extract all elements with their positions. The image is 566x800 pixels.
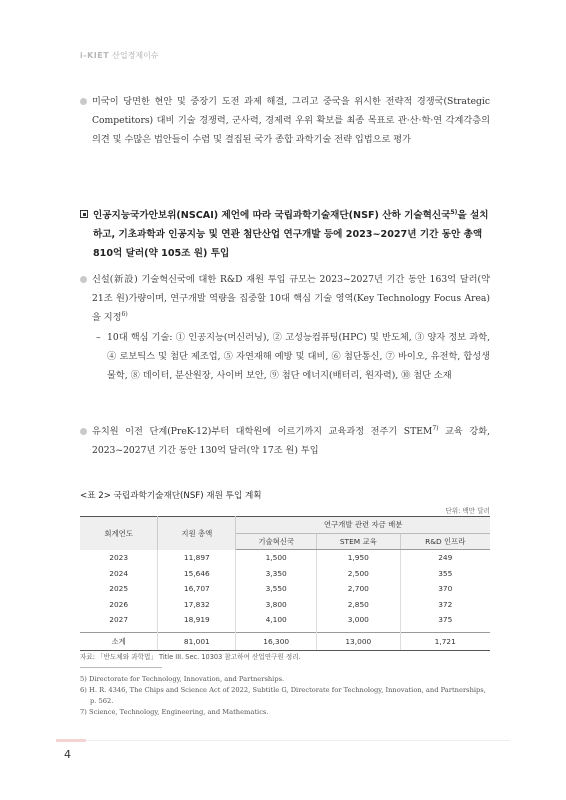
header-stem: STEM 교육 xyxy=(317,533,400,550)
bullet-text-post: 교육 강화, 2023~2027년 기간 동안 130억 달러(약 17조 원) 투입 xyxy=(92,426,490,456)
checkbox-square-icon xyxy=(80,210,88,218)
bullet-text: 신설(新設) 기술혁신국에 대한 R&D 재원 투입 규모는 2023~2027년 기간 동안 163억 달러(약 21조 원)가량이며, 연구개발 역량을 집중할 10대 핵심 기술 영역(Key Technology Focus Area)을 지정 xyxy=(92,274,490,323)
cell: 81,001 xyxy=(158,632,236,650)
table-row xyxy=(80,550,490,566)
cell: 16,707 xyxy=(158,581,236,597)
footnote-ref-5: 5) xyxy=(450,208,458,216)
bullet-dot-icon xyxy=(80,276,87,283)
bullet-paragraph-1 xyxy=(80,92,490,149)
bullet-text-pre: 유치원 이전 단계(PreK-12)부터 대학원에 이르기까지 교육과정 전주기 STEM xyxy=(92,426,433,437)
table-row xyxy=(80,581,490,597)
footnote-ref-6: 6) xyxy=(121,310,128,318)
footer-accent xyxy=(56,739,86,742)
running-header xyxy=(80,50,159,61)
cell: 3,000 xyxy=(317,612,400,632)
footer-divider xyxy=(56,740,510,741)
footnote-6: 6) H. R. 4346, The Chips and Science Act of 2022, Subtitle G, Directorate for Technology, Innovation, and Partnerships, p. 562. xyxy=(80,686,486,705)
bullet-text: 미국이 당면한 현안 및 중장기 도전 과제 해결, 그리고 중국을 위시한 전략적 경쟁국(Strategic Competitors) 대비 기술 경쟁력, 군사력, 경제력 우위 확보를 최종 목표로 관·산·학·연 각계각층의 의견 및 수많은 법안들이 수렴 및 결집된 국가 종합 과학기술 전략 입법으로 평가 xyxy=(92,96,490,145)
footnote-ref-7: 7) xyxy=(432,424,439,432)
cell: 2024 xyxy=(80,566,158,582)
cell: 1,950 xyxy=(317,550,400,566)
table-row xyxy=(80,566,490,582)
cell: 2,850 xyxy=(317,597,400,613)
cell: 2027 xyxy=(80,612,158,632)
header-total: 지원 총액 xyxy=(158,517,236,550)
header-group: 연구개발 관련 자금 배분 xyxy=(236,517,490,534)
header-subtitle: 산업경제이슈 xyxy=(112,51,159,60)
table-row xyxy=(80,597,490,613)
cell: 3,800 xyxy=(236,597,317,613)
dash-text: 10대 핵심 기술: ① 인공지능(머신러닝), ② 고성능컴퓨팅(HPC) 및 반도체, ③ 양자 정보 과학, ④ 로보틱스 및 첨단 제조업, ⑤ 자연재해 예방 및 대비, ⑥ 첨단통신, ⑦ 바이오, 유전학, 합성생물학, ⑧ 데이터, 분산원장, 사이버 보안, ⑨ 첨단 에너지(배터리, 원자력), ⑩ 첨단 소재 xyxy=(107,332,490,381)
cell: 1,500 xyxy=(236,550,317,566)
table-row xyxy=(80,612,490,632)
bullet-paragraph-2 xyxy=(80,270,490,327)
dash-item xyxy=(96,328,490,385)
cell: 249 xyxy=(438,553,453,563)
header-rnd-infra: R&D 인프라 xyxy=(400,533,490,550)
cell: 2,700 xyxy=(317,581,400,597)
kiet-logo: i-KIET xyxy=(80,51,110,60)
cell: 2026 xyxy=(80,597,158,613)
cell: 18,919 xyxy=(158,612,236,632)
table-unit: 단위: 백만 달러 xyxy=(445,507,490,515)
table-caption: <표 2> 국립과학기술재단(NSF) 재원 투입 계획 xyxy=(80,491,262,501)
cell: 4,100 xyxy=(236,612,317,632)
cell: 355 xyxy=(438,568,453,578)
headline-text-post: 을 설치하고, 기초과학과 인공지능 및 연관 첨단산업 연구개발 등에 2023~2027년 기간 동안 총액 810억 달러(약 105조 원) 투입 xyxy=(93,210,489,259)
cell: 2,500 xyxy=(317,566,400,582)
section-headline xyxy=(80,206,492,263)
bullet-paragraph-3 xyxy=(80,422,490,460)
dash-marker: – xyxy=(96,332,101,343)
footnote-7: 7) Science, Technology, Engineering, and Mathematics. xyxy=(80,708,269,716)
cell: 11,897 xyxy=(158,550,236,566)
table-sum-row xyxy=(80,632,490,650)
cell: 370 xyxy=(438,584,453,594)
cell: 372 xyxy=(438,599,453,609)
cell: 3,350 xyxy=(236,566,317,582)
bullet-dot-icon xyxy=(80,428,87,435)
footnote-5: 5) Directorate for Technology, Innovation, and Partnerships. xyxy=(80,675,285,683)
headline-text-pre: 인공지능국가안보위(NSCAI) 제언에 따라 국립과학기술재단(NSF) 산하 기술혁신국 xyxy=(93,210,451,221)
cell: 2023 xyxy=(80,550,158,566)
header-tech-innovation: 기술혁신국 xyxy=(236,533,317,550)
page-number: 4 xyxy=(64,748,71,761)
nsf-funding-table xyxy=(80,516,490,651)
cell: 15,646 xyxy=(158,566,236,582)
bullet-dot-icon xyxy=(80,98,87,105)
cell: 소계 xyxy=(80,632,158,650)
cell: 375 xyxy=(438,615,453,625)
footnote-divider xyxy=(80,667,162,668)
footnotes xyxy=(80,674,492,718)
cell: 13,000 xyxy=(317,632,400,650)
cell: 16,300 xyxy=(236,632,317,650)
header-year: 회계연도 xyxy=(80,517,158,550)
cell: 2025 xyxy=(80,581,158,597)
cell: 1,721 xyxy=(400,632,490,650)
cell: 17,832 xyxy=(158,597,236,613)
table-source: 자료: 「반도체와 과학법」 Title III. Sec. 10303 참고하여 산업연구원 정리. xyxy=(80,653,301,661)
cell: 3,550 xyxy=(236,581,317,597)
